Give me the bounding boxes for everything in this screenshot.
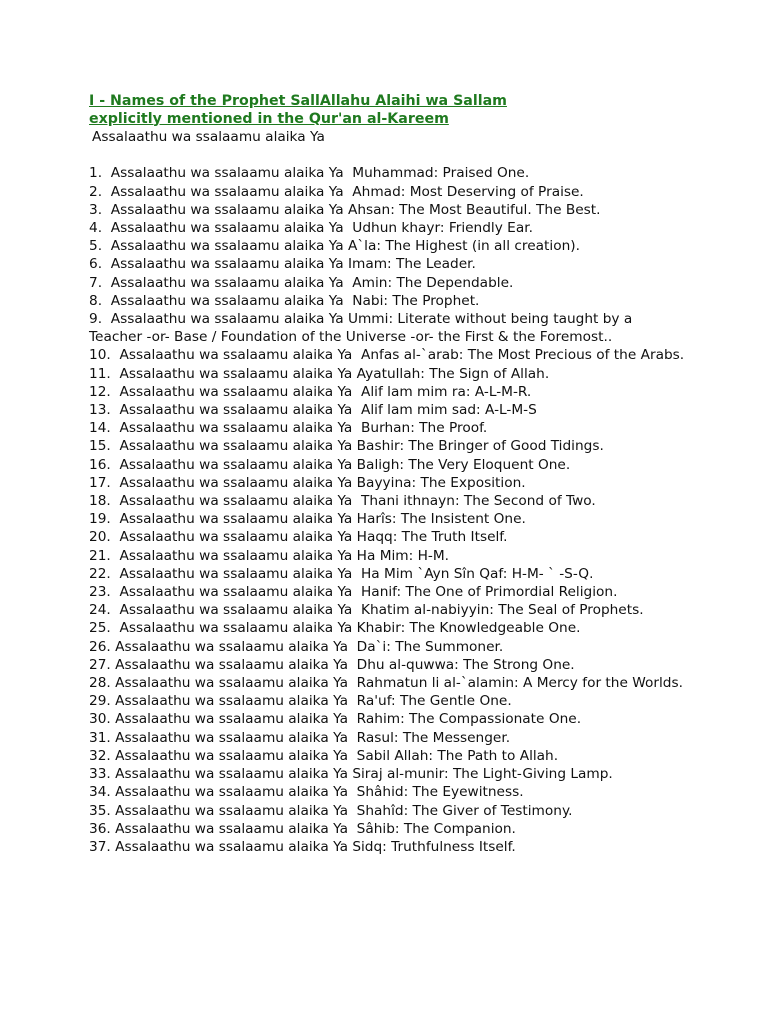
list-item: 20. Assalaathu wa ssalaamu alaika Ya Haqq: The Truth Itself. bbox=[89, 529, 508, 546]
document-page bbox=[89, 93, 689, 856]
list-item: 1. Assalaathu wa ssalaamu alaika Ya Muhammad: Praised One. bbox=[89, 165, 530, 182]
list-item: 26. Assalaathu wa ssalaamu alaika Ya Da`i: The Summoner. bbox=[89, 638, 504, 655]
list-item: 7. Assalaathu wa ssalaamu alaika Ya Amin: The Dependable. bbox=[89, 274, 514, 291]
list-item: 37. Assalaathu wa ssalaamu alaika Ya Sidq: Truthfulness Itself. bbox=[89, 838, 516, 855]
spacer bbox=[89, 146, 689, 164]
list-item: 28. Assalaathu wa ssalaamu alaika Ya Rahmatun li al-`alamin: A Mercy for the Worlds. bbox=[89, 675, 683, 692]
list-item: 3. Assalaathu wa ssalaamu alaika Ya Ahsan: The Most Beautiful. The Best. bbox=[89, 201, 601, 218]
list-item: 34. Assalaathu wa ssalaamu alaika Ya Shâhid: The Eyewitness. bbox=[89, 784, 524, 801]
list-item: 5. Assalaathu wa ssalaamu alaika Ya A`la: The Highest (in all creation). bbox=[89, 238, 580, 255]
list-item: 13. Assalaathu wa ssalaamu alaika Ya Alif lam mim sad: A-L-M-S bbox=[89, 402, 537, 419]
list-item: 21. Assalaathu wa ssalaamu alaika Ya Ha Mim: H-M. bbox=[89, 547, 449, 564]
list-item: 32. Assalaathu wa ssalaamu alaika Ya Sabil Allah: The Path to Allah. bbox=[89, 747, 559, 764]
list-item: 33. Assalaathu wa ssalaamu alaika Ya Siraj al-munir: The Light-Giving Lamp. bbox=[89, 766, 613, 783]
heading-line-2: explicitly mentioned in the Qur'an al-Kareem bbox=[89, 110, 449, 127]
list-item: 18. Assalaathu wa ssalaamu alaika Ya Thani ithnayn: The Second of Two. bbox=[89, 493, 596, 510]
list-item: 11. Assalaathu wa ssalaamu alaika Ya Ayatullah: The Sign of Allah. bbox=[89, 365, 550, 382]
list-item: 16. Assalaathu wa ssalaamu alaika Ya Baligh: The Very Eloquent One. bbox=[89, 456, 571, 473]
list-item: 24. Assalaathu wa ssalaamu alaika Ya Khatim al-nabiyyin: The Seal of Prophets. bbox=[89, 602, 644, 619]
list-item: 17. Assalaathu wa ssalaamu alaika Ya Bayyina: The Exposition. bbox=[89, 474, 526, 491]
list-item: 15. Assalaathu wa ssalaamu alaika Ya Bashir: The Bringer of Good Tidings. bbox=[89, 438, 604, 455]
list-item: 30. Assalaathu wa ssalaamu alaika Ya Rahim: The Compassionate One. bbox=[89, 711, 582, 728]
list-item: 27. Assalaathu wa ssalaamu alaika Ya Dhu al-quwwa: The Strong One. bbox=[89, 656, 575, 673]
list-item: 6. Assalaathu wa ssalaamu alaika Ya Imam: The Leader. bbox=[89, 256, 476, 273]
list-item: 4. Assalaathu wa ssalaamu alaika Ya Udhun khayr: Friendly Ear. bbox=[89, 220, 533, 236]
list-item: 8. Assalaathu wa ssalaamu alaika Ya Nabi: The Prophet. bbox=[89, 292, 480, 309]
list-item: 23. Assalaathu wa ssalaamu alaika Ya Hanif: The One of Primordial Religion. bbox=[89, 584, 618, 601]
list-item: 10. Assalaathu wa ssalaamu alaika Ya Anfas al-`arab: The Most Precious of the Arabs. bbox=[89, 347, 685, 364]
subheading: Assalaathu wa ssalaamu alaika Ya bbox=[92, 129, 325, 145]
list-item: 31. Assalaathu wa ssalaamu alaika Ya Rasul: The Messenger. bbox=[89, 729, 511, 746]
list-item: 29. Assalaathu wa ssalaamu alaika Ya Ra'uf: The Gentle One. bbox=[89, 693, 512, 710]
list-item: 19. Assalaathu wa ssalaamu alaika Ya Harîs: The Insistent One. bbox=[89, 511, 526, 528]
list-item: 36. Assalaathu wa ssalaamu alaika Ya Sâhib: The Companion. bbox=[89, 820, 516, 837]
list-item: 14. Assalaathu wa ssalaamu alaika Ya Burhan: The Proof. bbox=[89, 420, 488, 437]
names-list bbox=[89, 164, 689, 856]
list-item: 35. Assalaathu wa ssalaamu alaika Ya Shahîd: The Giver of Testimony. bbox=[89, 802, 573, 819]
list-item: 9. Assalaathu wa ssalaamu alaika Ya Ummi: Literate without being taught by a Teacher -or- Base / Foundation of the Universe -or- the First & the Foremost.. bbox=[89, 311, 637, 346]
list-item: 22. Assalaathu wa ssalaamu alaika Ya Ha Mim `Ayn Sîn Qaf: H-M- ` -S-Q. bbox=[89, 565, 594, 582]
list-item: 12. Assalaathu wa ssalaamu alaika Ya Alif lam mim ra: A-L-M-R. bbox=[89, 383, 532, 400]
list-item: 2. Assalaathu wa ssalaamu alaika Ya Ahmad: Most Deserving of Praise. bbox=[89, 183, 584, 200]
heading-line-1: I - Names of the Prophet SallAllahu Alaihi wa Sallam bbox=[89, 93, 507, 109]
list-item: 25. Assalaathu wa ssalaamu alaika Ya Khabir: The Knowledgeable One. bbox=[89, 620, 581, 637]
